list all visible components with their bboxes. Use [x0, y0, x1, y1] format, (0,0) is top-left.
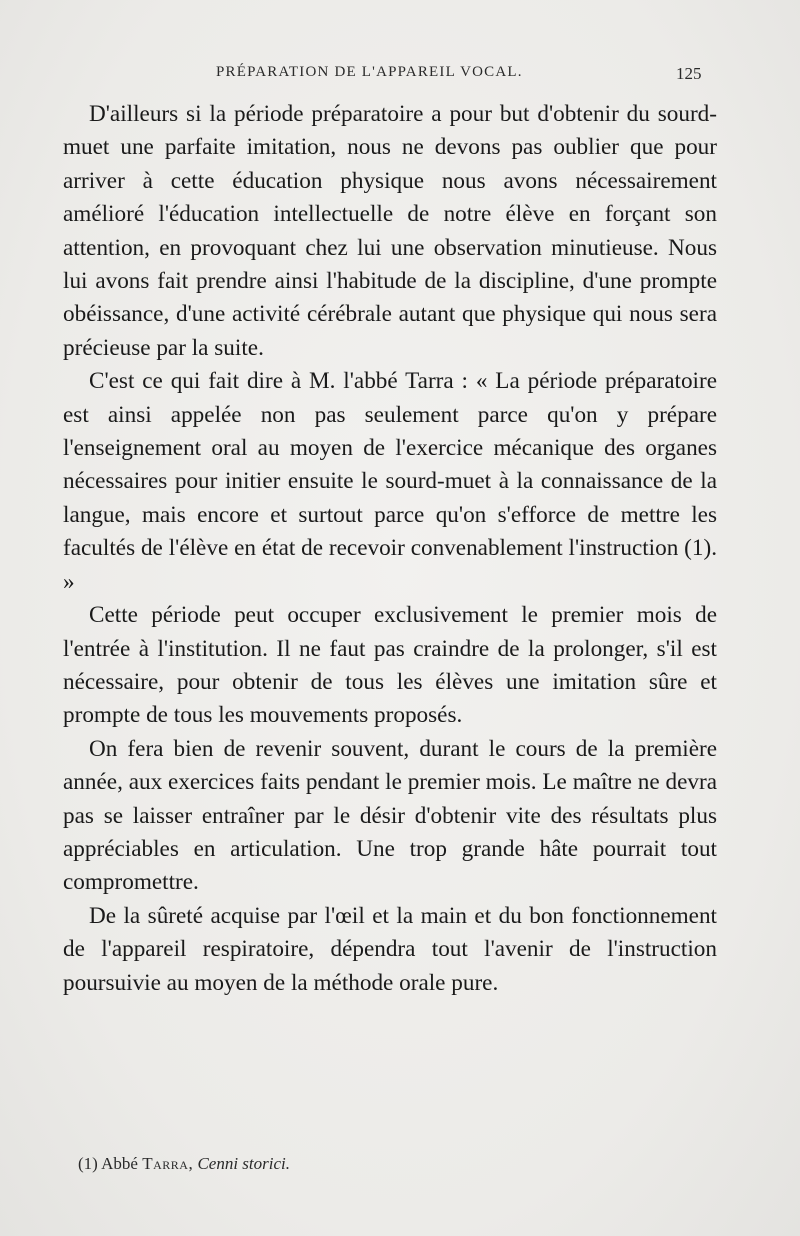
running-head: PRÉPARATION DE L'APPAREIL VOCAL.	[216, 64, 523, 80]
footnote	[78, 1154, 290, 1174]
page-number: 125	[676, 64, 702, 83]
paragraph: On fera bien de revenir souvent, durant le cours de la première année, aux exercices faits pendant le premier mois. Le maître ne devra pas se laisser entraîner par le désir d'obtenir vite des résultats plus appréciables en articulation. Une trop grande hâte pourrait tout compromettre.	[63, 735, 717, 896]
footnote-author: Tarra,	[142, 1154, 194, 1173]
footnote-prefix: Abbé	[101, 1154, 138, 1173]
paragraph: De la sûreté acquise par l'œil et la main et du bon fonctionnement de l'appareil respiratoire, dépendra tout l'avenir de l'instruction poursuivie au moyen de la méthode orale pure.	[63, 902, 717, 996]
paragraph: C'est ce qui fait dire à M. l'abbé Tarra : « La période préparatoire est ainsi appelée non pas seulement parce qu'on y prépare l'enseignement oral au moyen de l'exercice mécanique des organes nécessaires pour initier ensuite le sourd-muet à la connaissance de la langue, mais encore et surtout parce qu'on s'efforce de mettre les facultés de l'élève en état de recevoir convenablement l'instruction (1). »	[63, 368, 717, 595]
footnote-title: Cenni storici.	[197, 1154, 291, 1173]
body-text	[63, 98, 717, 1000]
paragraph: Cette période peut occuper exclusivement le premier mois de l'entrée à l'institution. Il ne faut pas craindre de la prolonger, s'il est nécessaire, pour obtenir de tous les élèves une imitation sûre et prompte de tous les mouvements proposés.	[63, 602, 717, 729]
paragraph: D'ailleurs si la période préparatoire a pour but d'obtenir du sourd-muet une parfaite imitation, nous ne devons pas oublier que pour arriver à cette éducation physique nous avons nécessairement amélioré l'éducation intellectuelle de notre élève en forçant son attention, en provoquant chez lui une observation minutieuse. Nous lui avons fait prendre ainsi l'habitude de la discipline, d'une prompte obéissance, d'une activité cérébrale autant que physique qui nous sera précieuse par la suite.	[63, 101, 717, 361]
footnote-marker: (1)	[78, 1154, 98, 1173]
